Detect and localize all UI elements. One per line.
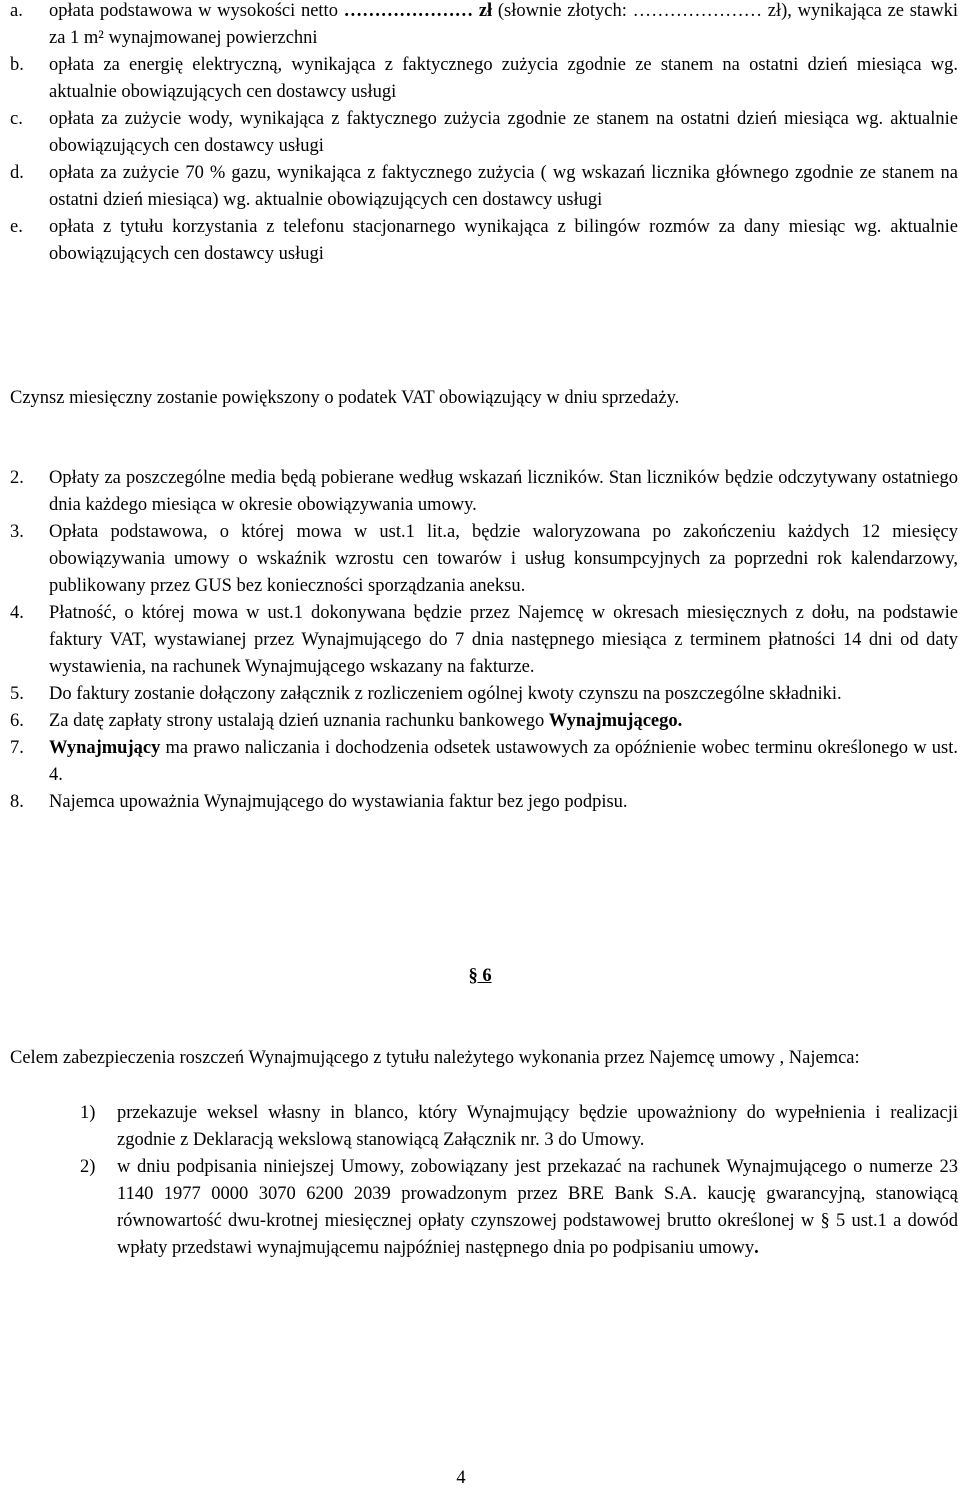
numbered-item (10, 708, 958, 735)
text-run: Najemca upoważnia Wynajmującego do wystawiania faktur bez jego podpisu. (49, 792, 628, 812)
text-run: opłata za energię elektryczną, wynikająca z faktycznego zużycia zgodnie ze stanem na ostatni dzień miesiąca wg. aktualnie obowiązujących cen dostawcy usługi (49, 55, 958, 102)
numbered-item (10, 465, 958, 519)
item-text (49, 160, 958, 214)
text-run: (słownie złotych: ………………… zł), wynikająca ze stawki za 1 m² wynajmowanej powierzchni (49, 1, 958, 48)
item-label: e. (10, 217, 23, 237)
text-run: opłata za zużycie wody, wynikająca z faktycznego zużycia zgodnie ze stanem na ostatni dzień miesiąca wg. aktualnie obowiązujących cen dostawcy usługi (49, 109, 958, 156)
payment-terms-list (10, 465, 958, 816)
item-text (117, 1154, 958, 1262)
item-text (49, 465, 958, 519)
fee-item (10, 0, 958, 52)
item-label: d. (10, 163, 24, 183)
item-text (49, 789, 958, 816)
item-text (49, 708, 958, 735)
fee-components-list (10, 0, 958, 268)
text-run: Opłaty za poszczególne media będą pobierane według wskazań liczników. Stan liczników będzie odczytywany ostatniego dnia każdego miesiąca w okresie obowiązywania umowy. (49, 468, 958, 515)
item-label: 5. (10, 684, 24, 704)
bold-text: . (754, 1238, 759, 1258)
item-label: 7. (10, 738, 24, 758)
item-label: 3. (10, 522, 24, 542)
security-item (80, 1100, 958, 1154)
item-text (117, 1100, 958, 1154)
text-run: opłata z tytułu korzystania z telefonu stacjonarnego wynikająca z bilingów rozmów za dany miesiąc wg. aktualnie obowiązujących cen dostawcy usługi (49, 217, 958, 264)
security-items-list (80, 1100, 958, 1262)
item-label: 2) (80, 1157, 96, 1177)
item-label: b. (10, 55, 24, 75)
numbered-item (10, 681, 958, 708)
numbered-item (10, 789, 958, 816)
security-item (80, 1154, 958, 1262)
item-label: 6. (10, 711, 24, 731)
item-text (49, 600, 958, 681)
item-text (49, 735, 958, 789)
item-text (49, 519, 958, 600)
numbered-item (10, 735, 958, 789)
numbered-item (10, 600, 958, 681)
text-run: Płatność, o której mowa w ust.1 dokonywana będzie przez Najemcę w okresach miesięcznych z dołu, na podstawie faktury VAT, wystawianej przez Wynajmującego do 7 dnia następnego miesiąca z terminem płatności 14 dni od daty wystawienia, na rachunek Wynajmującego wskazany na fakturze. (49, 603, 958, 677)
item-label: 2. (10, 468, 24, 488)
text-run: Za datę zapłaty strony ustalają dzień uznania rachunku bankowego (49, 711, 549, 731)
text-run: Do faktury zostanie dołączony załącznik z rozliczeniem ogólnej kwoty czynszu na poszczególne składniki. (49, 684, 842, 704)
item-text (49, 681, 958, 708)
text-run: przekazuje weksel własny in blanco, który Wynajmujący będzie upoważniony do wypełnienia i realizacji zgodnie z Deklaracją wekslową stanowiącą Załącznik nr. 3 do Umowy. (117, 1103, 958, 1150)
fee-item (10, 52, 958, 106)
fee-item (10, 160, 958, 214)
text-run: w dniu podpisania niniejszej Umowy, zobowiązany jest przekazać na rachunek Wynajmującego o numerze 23 1140 1977 0000 3070 6200 2039 prowadzonym przez BRE Bank S.A. kaucję gwarancyjną, stanowiącą równowartość dwu-krotnej miesięcznej opłaty czynszowej podstawowej brutto określonej w § 5 ust.1 a dowód wpłaty przedstawi wynajmującemu najpóźniej następnego dnia po podpisaniu umowy (117, 1157, 958, 1258)
item-label: 1) (80, 1103, 96, 1123)
bold-text: Wynajmującego. (548, 711, 683, 731)
item-label: a. (10, 1, 23, 21)
text-run: Opłata podstawowa, o której mowa w ust.1 lit.a, będzie waloryzowana po zakończeniu każdych 12 miesięcy obowiązywania umowy o wskaźnik wzrostu cen towarów i usług konsumpcyjnych za poprzedni rok kalendarzowy, publikowany przez GUS bez konieczności sporządzania aneksu. (49, 522, 958, 596)
item-label: 4. (10, 603, 24, 623)
item-text (49, 106, 958, 160)
bold-text: ………………… zł (343, 1, 493, 21)
item-label: 8. (10, 792, 24, 812)
item-text (49, 214, 958, 268)
section-heading: § 6 (468, 966, 492, 986)
item-text (49, 0, 958, 52)
text-run: ma prawo naliczania i dochodzenia odsetek ustawowych za opóźnienie wobec terminu określonego w ust. 4. (49, 738, 958, 785)
security-intro: Celem zabezpieczenia roszczeń Wynajmującego z tytułu należytego wykonania przez Najemcę umowy , Najemca: (10, 1048, 860, 1068)
item-text (49, 52, 958, 106)
vat-sentence: Czynsz miesięczny zostanie powiększony o podatek VAT obowiązujący w dniu sprzedaży. (10, 388, 680, 408)
fee-item (10, 214, 958, 268)
fee-item (10, 106, 958, 160)
item-label: c. (10, 109, 23, 129)
bold-text: Wynajmujący (49, 738, 161, 758)
text-run: opłata podstawowa w wysokości netto (49, 1, 344, 21)
text-run: opłata za zużycie 70 % gazu, wynikająca z faktycznego zużycia ( wg wskazań licznika głównego zgodnie ze stanem na ostatni dzień miesiąca) wg. aktualnie obowiązujących cen dostawcy usługi (49, 163, 958, 210)
numbered-item (10, 519, 958, 600)
page-number: 4 (456, 1468, 466, 1488)
